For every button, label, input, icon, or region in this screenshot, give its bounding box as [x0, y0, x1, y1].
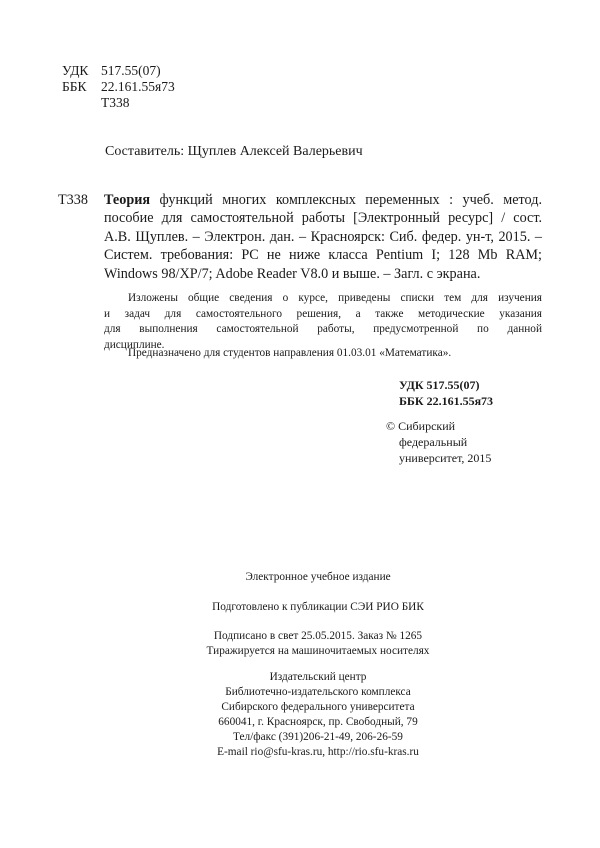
udk-value: 517.55(07)	[101, 63, 161, 78]
bib-title: Теория	[104, 192, 151, 208]
bib-line-5: Windows 98/XP/7; Adobe Reader V8.0 и выше. – Загл. с экрана.	[104, 265, 481, 282]
abstract-line-2: и задач для самостоятельного решения, а также методические указания	[104, 307, 542, 320]
bbk-value: 22.161.55я73	[101, 79, 175, 94]
bbk-line	[62, 79, 175, 95]
purpose-line: Предназначено для студентов направления 01.03.01 «Математика».	[128, 347, 452, 359]
publisher-line-2: Библиотечно-издательского комплекса	[225, 686, 411, 698]
udk-label: УДК	[62, 63, 89, 78]
bib-line-1	[58, 191, 542, 209]
phone-line: Тел/факс (391)206-21-49, 206-26-59	[233, 731, 403, 743]
bbk-bold: ББК 22.161.55я73	[399, 394, 494, 408]
abstract-line-1: Изложены общие сведения о курсе, приведены списки тем для изучения	[128, 292, 542, 304]
abstract-line-4: дисциплине.	[104, 338, 165, 351]
edition-type: Электронное учебное издание	[245, 571, 391, 583]
udk-line	[62, 63, 161, 79]
publisher-line-1: Издательский центр	[269, 671, 367, 683]
copies-line: Тиражируется на машиночитаемых носителях	[206, 645, 430, 657]
copyright-line-2: федеральный	[399, 435, 468, 449]
bib-line-1-rest: функций многих комплексных переменных : учеб. метод.	[159, 192, 543, 208]
prepared-by: Подготовлено к публикации СЭИ РИО БИК	[212, 601, 424, 613]
bib-line-2: пособие для самостоятельной работы [Электронный ресурс] / сост.	[104, 210, 542, 227]
author-mark: Т338	[101, 95, 130, 110]
bibliographic-record	[58, 191, 542, 283]
bbk-label: ББК	[62, 79, 87, 94]
publisher-line-3: Сибирского федерального университета	[221, 701, 415, 713]
bib-code: Т338	[58, 192, 88, 208]
abstract	[104, 291, 542, 353]
abstract-line-3: для выполнения самостоятельной работы, предусмотренной по данной	[104, 323, 542, 336]
copyright-line-1: © Сибирский	[386, 419, 456, 433]
bib-line-3: А.В. Щуплев. – Электрон. дан. – Красноярск: Сиб. федер. ун-т, 2015. –	[104, 228, 542, 245]
bib-line-4: Систем. требования: PC не ниже класса Pentium I; 128 Mb RAM;	[104, 247, 542, 264]
signed-line: Подписано в свет 25.05.2015. Заказ № 1265	[213, 630, 423, 642]
email-line: E-mail rio@sfu-kras.ru, http://rio.sfu-kras.ru	[217, 746, 419, 758]
compiler-line: Составитель: Щуплев Алексей Валерьевич	[105, 144, 363, 159]
udk-bold: УДК 517.55(07)	[399, 378, 480, 392]
address-line: 660041, г. Красноярск, пр. Свободный, 79	[218, 716, 418, 728]
copyright-line-3: университет, 2015	[399, 451, 492, 465]
